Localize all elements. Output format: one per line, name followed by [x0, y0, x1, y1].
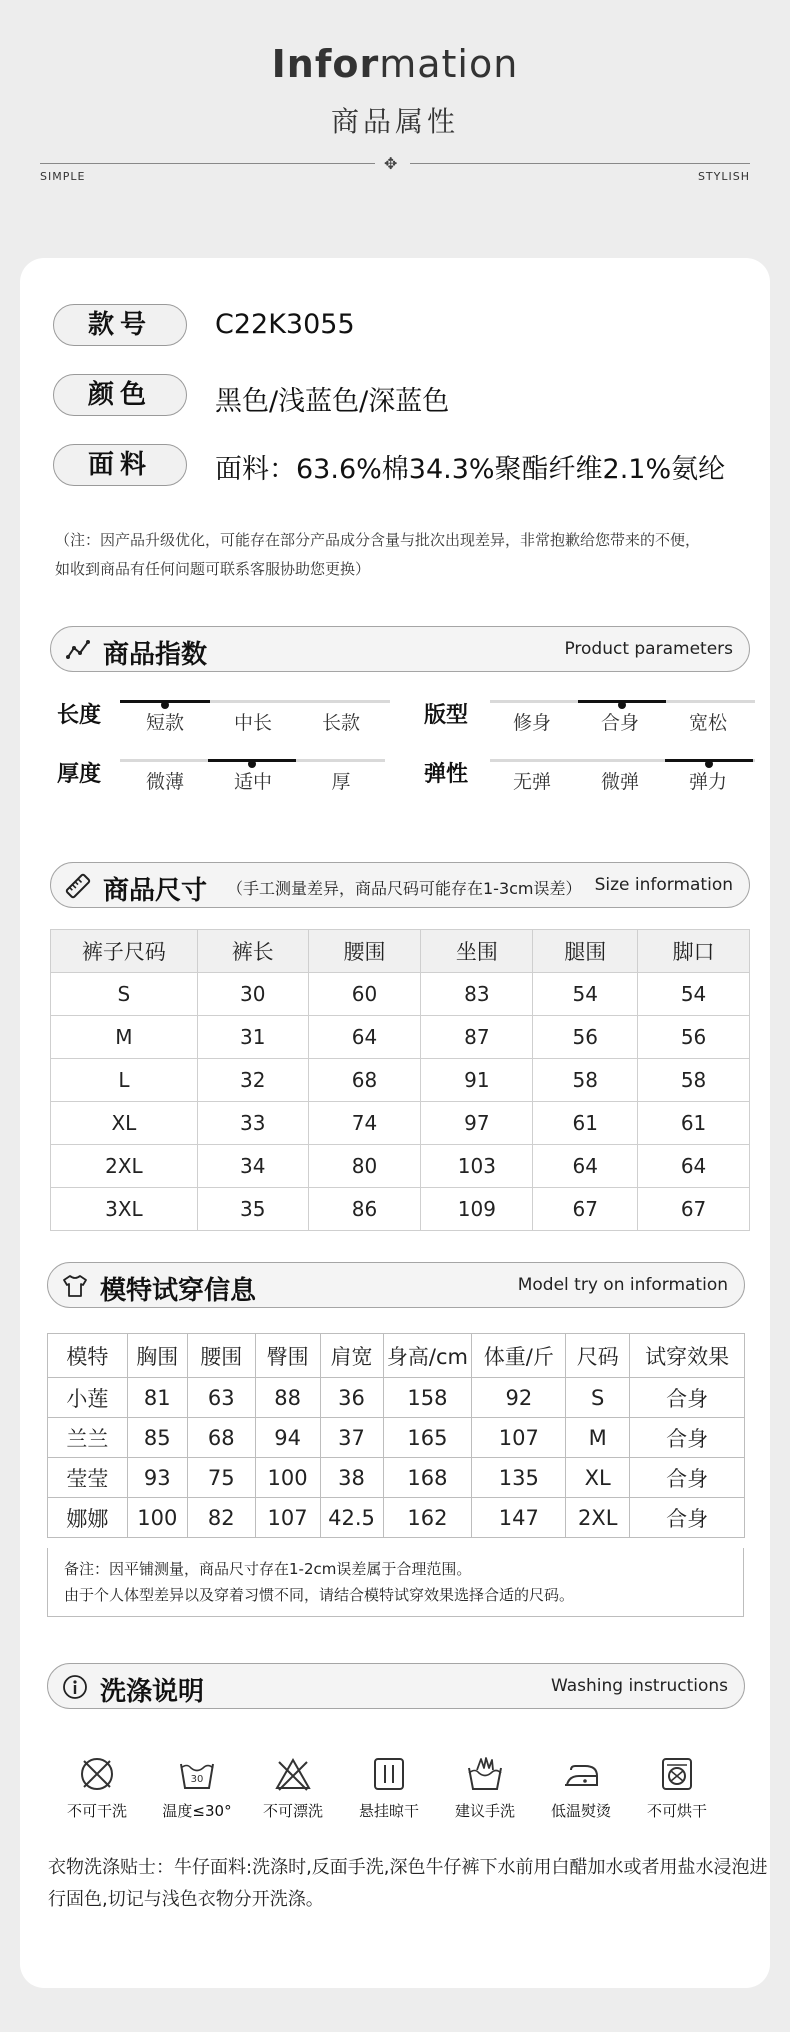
- table-cell: 107: [255, 1498, 320, 1538]
- table-cell: 91: [421, 1059, 533, 1102]
- table-header-row: [48, 1334, 745, 1378]
- params-title: 商品指数: [103, 640, 208, 670]
- table-cell: 162: [383, 1498, 472, 1538]
- param-label-stretch: 弹性: [424, 762, 469, 787]
- tshirt-icon: [62, 1273, 88, 1299]
- wash-temp-badge: 30: [190, 1774, 204, 1785]
- wash-item: [440, 1754, 530, 1821]
- table-cell: 42.5: [320, 1498, 383, 1538]
- hand-wash-icon: [465, 1754, 505, 1794]
- trend-line-icon: [65, 637, 91, 663]
- table-cell: 100: [255, 1458, 320, 1498]
- param-option: 适中: [233, 771, 272, 793]
- wash-item: [344, 1754, 434, 1821]
- wash-item: [152, 1754, 242, 1821]
- table-cell: 64: [533, 1145, 638, 1188]
- table-row: [48, 1498, 745, 1538]
- model-remark: [47, 1548, 744, 1617]
- table-cell: 82: [187, 1498, 255, 1538]
- table-row: [51, 1102, 750, 1145]
- wash-item: [632, 1754, 722, 1821]
- table-cell: 158: [383, 1378, 472, 1418]
- param-option: 微弹: [600, 771, 639, 793]
- table-row: [51, 973, 750, 1016]
- label-fabric: 面料: [53, 444, 187, 486]
- table-cell: 81: [127, 1378, 187, 1418]
- wash-title: 洗涤说明: [100, 1677, 205, 1707]
- section-bar-params: [50, 626, 750, 672]
- table-header-cell: 脚口: [638, 930, 750, 973]
- param-option: 短款: [145, 712, 184, 734]
- table-cell: 小莲: [48, 1378, 128, 1418]
- table-cell: 54: [533, 973, 638, 1016]
- table-cell: S: [566, 1378, 630, 1418]
- wash-tip-line1: 衣物洗涤贴士：牛仔面料:洗涤时,反面手洗,深色牛仔裤下水前用白醋加水或者用盐水浸泡进: [48, 1857, 768, 1878]
- table-cell: 33: [197, 1102, 308, 1145]
- table-header-cell: 模特: [48, 1334, 128, 1378]
- table-cell: 54: [638, 973, 750, 1016]
- model-remark-line2: 由于个人体型差异以及穿着习惯不同，请结合模特试穿效果选择合适的尺码。: [64, 1586, 575, 1604]
- value-fabric: 面料：63.6%棉34.3%聚酯纤维2.1%氨纶: [215, 454, 726, 485]
- table-cell: 67: [533, 1188, 638, 1231]
- table-cell: 56: [533, 1016, 638, 1059]
- table-cell: S: [51, 973, 198, 1016]
- param-label-fit: 版型: [424, 703, 469, 728]
- model-remark-line1: 备注：因平铺测量，商品尺寸存在1-2cm误差属于合理范围。: [64, 1560, 472, 1578]
- size-table: [50, 929, 750, 1231]
- param-option: 宽松: [688, 712, 727, 734]
- wash-item: [52, 1754, 142, 1821]
- table-header-cell: 臀围: [255, 1334, 320, 1378]
- table-cell: 37: [320, 1418, 383, 1458]
- wash-tip: [48, 1852, 768, 1916]
- wash-label: 不可干洗: [66, 1802, 127, 1820]
- table-cell: 68: [308, 1059, 421, 1102]
- table-cell: 娜娜: [48, 1498, 128, 1538]
- value-style-no: C22K3055: [215, 309, 355, 340]
- wash-30-icon: [177, 1754, 217, 1794]
- table-cell: 64: [638, 1145, 750, 1188]
- table-row: [48, 1418, 745, 1458]
- param-option: 合身: [600, 712, 639, 734]
- table-cell: 30: [197, 973, 308, 1016]
- table-cell: 31: [197, 1016, 308, 1059]
- table-header-cell: 腰围: [308, 930, 421, 973]
- header-divider-left: [40, 163, 375, 164]
- table-cell: 147: [472, 1498, 566, 1538]
- no-tumble-dry-icon: [77, 1754, 117, 1794]
- size-title: 商品尺寸: [103, 876, 208, 906]
- table-cell: 合身: [630, 1378, 745, 1418]
- param-option: 弹力: [688, 771, 727, 793]
- cross-ornament-icon: ✥: [384, 154, 398, 173]
- param-option: 厚: [331, 771, 351, 793]
- table-cell: 109: [421, 1188, 533, 1231]
- table-header-row: [51, 930, 750, 973]
- table-cell: 93: [127, 1458, 187, 1498]
- wash-label: 低温熨烫: [550, 1802, 611, 1820]
- table-row: [51, 1016, 750, 1059]
- section-bar-wash: [47, 1663, 745, 1709]
- wash-label: 温度≤30°: [162, 1802, 232, 1820]
- page-title-en: [0, 42, 790, 86]
- tag-simple: SIMPLE: [40, 170, 86, 183]
- hang-dry-icon: [369, 1754, 409, 1794]
- table-cell: 83: [421, 973, 533, 1016]
- title-rest: mation: [379, 42, 519, 86]
- table-cell: 74: [308, 1102, 421, 1145]
- wash-tip-line2: 行固色,切记与浅色衣物分开洗涤。: [48, 1889, 324, 1910]
- model-table: [47, 1333, 745, 1538]
- table-row: [48, 1378, 745, 1418]
- param-option: 无弹: [512, 771, 551, 793]
- table-cell: 兰兰: [48, 1418, 128, 1458]
- table-cell: 86: [308, 1188, 421, 1231]
- table-cell: 38: [320, 1458, 383, 1498]
- table-cell: 135: [472, 1458, 566, 1498]
- table-cell: 32: [197, 1059, 308, 1102]
- table-cell: 85: [127, 1418, 187, 1458]
- table-header-cell: 试穿效果: [630, 1334, 745, 1378]
- size-title-en: Size information: [594, 875, 733, 895]
- table-cell: 合身: [630, 1498, 745, 1538]
- title-bold: Infor: [271, 42, 380, 86]
- tag-stylish: STYLISH: [697, 170, 750, 183]
- table-cell: 莹莹: [48, 1458, 128, 1498]
- wash-label: 不可烘干: [646, 1802, 707, 1820]
- wash-title-en: Washing instructions: [550, 1676, 728, 1696]
- table-cell: 92: [472, 1378, 566, 1418]
- header-divider-right: [410, 163, 750, 164]
- table-cell: 68: [187, 1418, 255, 1458]
- table-cell: XL: [566, 1458, 630, 1498]
- table-cell: 87: [421, 1016, 533, 1059]
- table-cell: 58: [533, 1059, 638, 1102]
- table-cell: 97: [421, 1102, 533, 1145]
- basic-note-line1: （注：因产品升级优化，可能存在部分产品成分含量与批次出现差异，非常抱歉给您带来的不便，: [55, 531, 701, 549]
- section-bar-model: [47, 1262, 745, 1308]
- label-style-no: 款号: [53, 304, 187, 346]
- table-cell: 3XL: [51, 1188, 198, 1231]
- basic-note-line2: 如收到商品有任何问题可联系客服协助您更换）: [55, 560, 371, 578]
- table-header-cell: 腿围: [533, 930, 638, 973]
- wash-label: 建议手洗: [454, 1802, 515, 1820]
- ruler-icon: [65, 873, 91, 899]
- table-cell: 61: [533, 1102, 638, 1145]
- table-cell: XL: [51, 1102, 198, 1145]
- table-cell: 64: [308, 1016, 421, 1059]
- wash-label: 不可漂洗: [262, 1802, 323, 1820]
- value-color: 黑色/浅蓝色/深蓝色: [215, 386, 450, 417]
- model-title-en: Model try on information: [517, 1275, 728, 1295]
- table-cell: 2XL: [566, 1498, 630, 1538]
- table-cell: 56: [638, 1016, 750, 1059]
- table-header-cell: 坐围: [421, 930, 533, 973]
- table-header-cell: 裤子尺码: [51, 930, 198, 973]
- table-cell: 61: [638, 1102, 750, 1145]
- model-title: 模特试穿信息: [100, 1276, 257, 1306]
- param-option: 中长: [233, 712, 272, 734]
- table-cell: 100: [127, 1498, 187, 1538]
- table-header-cell: 胸围: [127, 1334, 187, 1378]
- table-cell: 80: [308, 1145, 421, 1188]
- table-cell: L: [51, 1059, 198, 1102]
- info-icon: [62, 1674, 88, 1700]
- no-machine-dry-icon: [657, 1754, 697, 1794]
- table-header-cell: 裤长: [197, 930, 308, 973]
- param-option: 微薄: [145, 771, 184, 793]
- table-cell: 75: [187, 1458, 255, 1498]
- param-option: 长款: [321, 712, 360, 734]
- table-cell: 60: [308, 973, 421, 1016]
- table-cell: 94: [255, 1418, 320, 1458]
- table-header-cell: 尺码: [566, 1334, 630, 1378]
- table-cell: 63: [187, 1378, 255, 1418]
- table-row: [51, 1145, 750, 1188]
- no-bleach-icon: [273, 1754, 313, 1794]
- param-label-length: 长度: [57, 703, 102, 728]
- table-header-cell: 身高/cm: [383, 1334, 472, 1378]
- param-option: 修身: [512, 712, 551, 734]
- page-title-cn: 商品属性: [330, 105, 459, 138]
- table-cell: 168: [383, 1458, 472, 1498]
- table-row: [51, 1188, 750, 1231]
- table-cell: 165: [383, 1418, 472, 1458]
- table-cell: 107: [472, 1418, 566, 1458]
- table-cell: 34: [197, 1145, 308, 1188]
- wash-item: [536, 1754, 626, 1821]
- table-header-cell: 肩宽: [320, 1334, 383, 1378]
- table-row: [51, 1059, 750, 1102]
- table-cell: 58: [638, 1059, 750, 1102]
- table-row: [48, 1458, 745, 1498]
- table-cell: M: [566, 1418, 630, 1458]
- size-subtitle: （手工测量差异，商品尺码可能存在1-3cm误差）: [227, 879, 582, 898]
- label-color: 颜色: [53, 374, 187, 416]
- table-cell: 36: [320, 1378, 383, 1418]
- table-header-cell: 体重/斤: [472, 1334, 566, 1378]
- table-cell: 合身: [630, 1458, 745, 1498]
- table-cell: 35: [197, 1188, 308, 1231]
- table-cell: 67: [638, 1188, 750, 1231]
- table-cell: M: [51, 1016, 198, 1059]
- section-bar-size: [50, 862, 750, 908]
- iron-low-icon: [561, 1754, 601, 1794]
- table-header-cell: 腰围: [187, 1334, 255, 1378]
- table-cell: 88: [255, 1378, 320, 1418]
- param-label-thickness: 厚度: [57, 762, 102, 787]
- wash-label: 悬挂晾干: [358, 1802, 419, 1820]
- params-title-en: Product parameters: [564, 639, 733, 659]
- table-cell: 103: [421, 1145, 533, 1188]
- wash-item: [248, 1754, 338, 1821]
- table-cell: 2XL: [51, 1145, 198, 1188]
- table-cell: 合身: [630, 1418, 745, 1458]
